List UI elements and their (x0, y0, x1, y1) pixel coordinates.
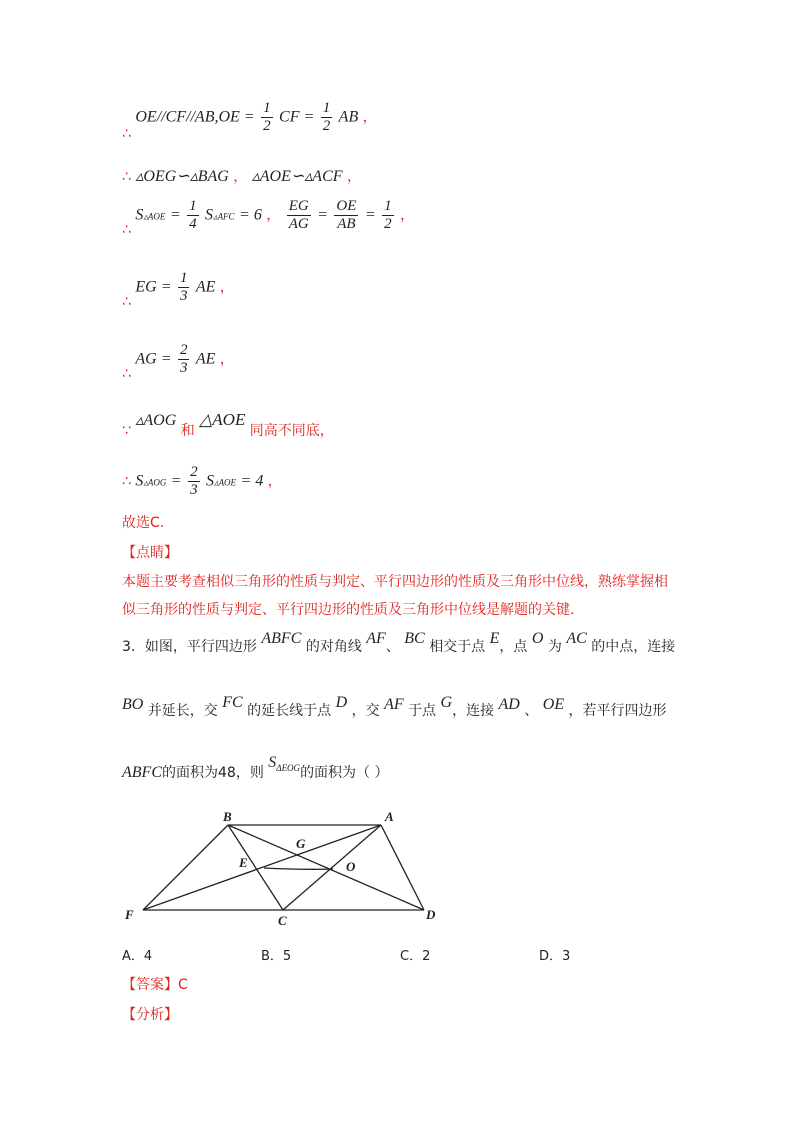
math-expr: ▵OEG∽▵BAG (135, 168, 229, 185)
because-symbol: ∵ (122, 423, 131, 439)
answer: 【答案】C (122, 977, 188, 993)
solution-line-6: ∵ ▵AOG 和 △AOE 同高不同底， (122, 410, 334, 439)
label-B: B (223, 809, 232, 824)
solution-line-1: ∴ OE//CF//AB,OE = $\frac{1}{2}$ CF = $\frac{1}{2}$ AB ， (122, 100, 377, 142)
solution-line-5: ∴ AG = $\frac{2}{3}$ AE ， (122, 342, 234, 382)
comment-line-1: 本题主要考查相似三角形的性质与判定、平行四边形的性质及三角形中位线，熟练掌握相 (122, 574, 668, 590)
solution-line-3: ∴ S▵AOE = $\frac{1}{4}$ S▵AFC = 6 ， $\frac{EG}{AG}$ = $\frac{OE}{AB}$ = $\frac{1}{2}$ ， (122, 198, 415, 238)
therefore-symbol: ∴ (122, 473, 131, 490)
fraction: $\frac{1}{2}$ (263, 100, 271, 134)
math-expr: OE//CF//AB,OE = (135, 108, 255, 126)
therefore-symbol: ∴ (122, 293, 131, 310)
math-expr: AB (338, 108, 359, 126)
label-E: E (239, 855, 248, 870)
therefore-symbol: ∴ (122, 365, 131, 382)
fraction: $\frac{1}{3}$ (179, 270, 188, 304)
conclusion: 故选C. (122, 515, 165, 531)
option-d: D．3 (539, 949, 571, 964)
fraction: $\frac{1}{2}$ (384, 198, 392, 232)
segment-EO (264, 868, 333, 869)
analysis-title: 【分析】 (122, 1007, 178, 1023)
segment-AD (381, 825, 424, 910)
fraction: $\frac{OE}{AB}$ (336, 198, 357, 232)
segment-BF (143, 825, 228, 910)
therefore-symbol: ∴ (122, 169, 131, 185)
question-line-3: ABFC的面积为48，则 $S^{\Delta EOG}$的面积为（ ） (122, 754, 389, 781)
label-A: A (385, 809, 394, 824)
label-C: C (278, 913, 287, 928)
comment-title: 【点睛】 (122, 545, 178, 561)
segment-BD (228, 825, 424, 910)
fraction: $\frac{1}{4}$ (189, 198, 197, 232)
math-expr: CF = (279, 108, 315, 126)
label-O: O (346, 859, 356, 874)
label-G: G (296, 836, 306, 851)
math-expr: ▵AOE∽▵ACF (251, 168, 343, 185)
solution-line-2: ∴ ▵OEG∽▵BAG ， ▵AOE∽▵ACF ， (122, 168, 361, 185)
label-F: F (125, 907, 134, 922)
option-a: A．4 (122, 949, 153, 964)
therefore-symbol: ∴ (122, 221, 131, 238)
option-c: C．2 (400, 949, 431, 964)
question-line-2: BO 并延长，交 FC 的延长线于点 D ，交 AF 于点 G，连接 AD 、 OE ，若平行四边形 (122, 694, 667, 719)
fraction: $\frac{1}{2}$ (322, 100, 331, 134)
fraction: $\frac{2}{3}$ (179, 342, 188, 376)
solution-line-4: ∴ EG = $\frac{1}{3}$ AE ， (122, 270, 234, 310)
segment-BC (228, 825, 283, 910)
label-D: D (426, 907, 436, 922)
therefore-symbol: ∴ (122, 125, 131, 142)
geometry-figure (115, 805, 455, 935)
fraction: $\frac{EG}{AG}$ (288, 198, 309, 232)
question-line-1: 3．如图，平行四边形 ABFC 的对角线 AF、 BC 相交于点 E，点 O 为 AC 的中点，连接 (122, 630, 676, 655)
solution-line-7: ∴ S▵AOG = $\frac{2}{3}$ S▵AOE = 4 ， (122, 464, 282, 498)
fraction: $\frac{2}{3}$ (190, 464, 198, 498)
option-b: B．5 (261, 949, 292, 964)
comment-line-2: 似三角形的性质与判定、平行四边形的性质及三角形中位线是解题的关键. (122, 602, 575, 618)
